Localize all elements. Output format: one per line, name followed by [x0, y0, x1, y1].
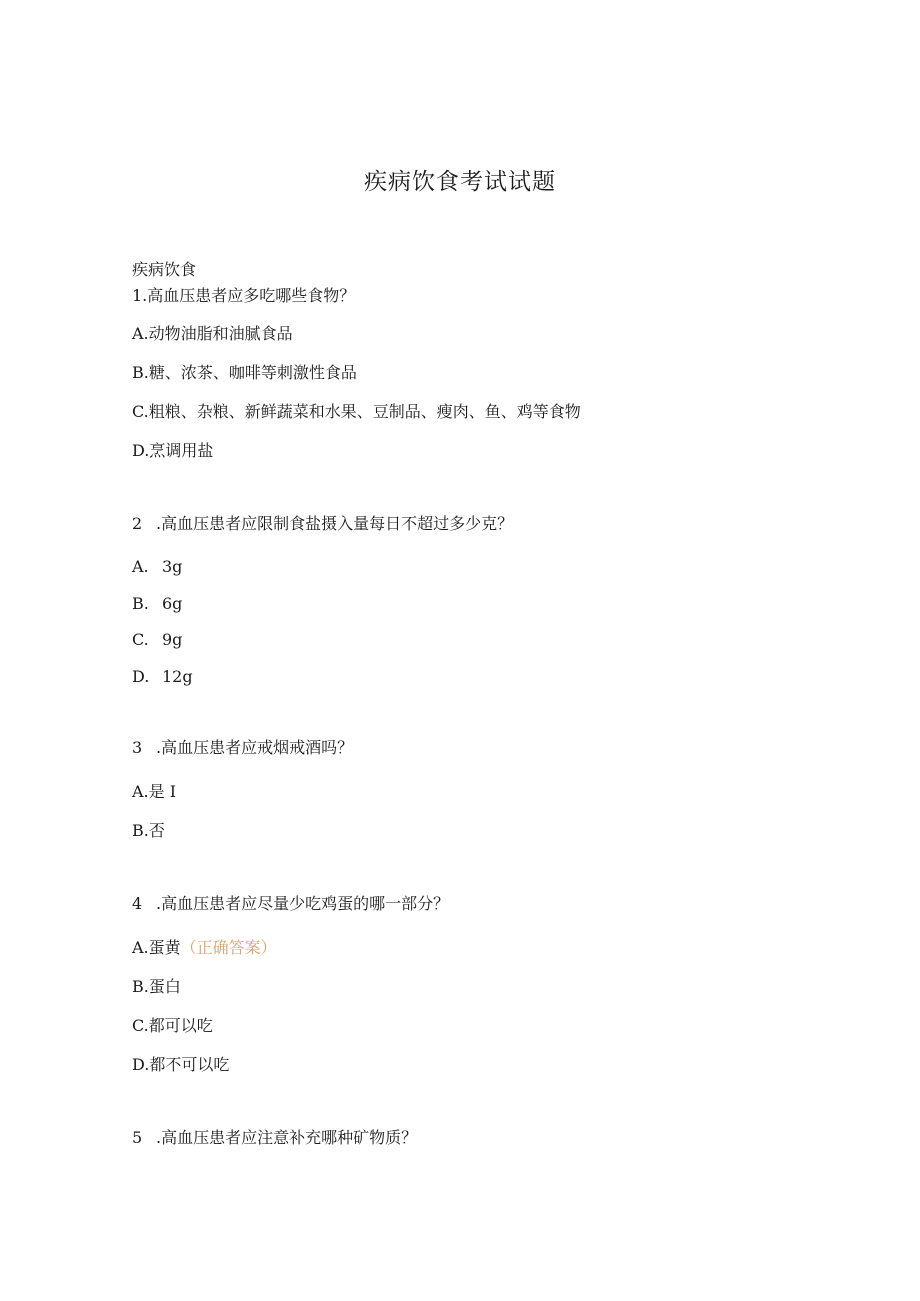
question-number: 3	[132, 738, 143, 757]
question-3	[132, 737, 353, 759]
question-2	[132, 513, 513, 535]
option-letter: C.	[132, 630, 149, 649]
option-letter: B.	[132, 594, 149, 613]
option-text: 9g	[162, 630, 183, 649]
section-heading: 疾病饮食	[132, 260, 197, 279]
question-text: .高血压患者应尽量少吃鸡蛋的哪一部分？	[156, 894, 450, 913]
q2-option-d	[132, 666, 193, 688]
q3-option-a: A.是 I	[132, 782, 177, 801]
option-letter: A.	[132, 557, 149, 576]
q1-option-d: D.烹调用盐	[132, 441, 214, 460]
question-5	[132, 1127, 417, 1149]
q1-option-b: B.糖、浓茶、咖啡等刺激性食品	[132, 363, 357, 382]
page-title: 疾病饮食考试试题	[364, 169, 556, 195]
q2-option-a	[132, 556, 182, 578]
q4-option-b: B.蛋白	[132, 977, 181, 996]
q4-option-a	[132, 937, 277, 959]
question-text: .高血压患者应限制食盐摄入量每日不超过多少克？	[156, 514, 514, 533]
question-number: 5	[132, 1128, 143, 1147]
option-text: 3g	[162, 557, 183, 576]
q4-option-d: D.都不可以吃	[132, 1055, 230, 1074]
q4-option-c: C.都可以吃	[132, 1016, 213, 1035]
option-text: A.蛋黄	[132, 938, 181, 957]
q3-option-b: B.否	[132, 821, 165, 840]
q1-option-a: A.动物油脂和油腻食品	[132, 324, 293, 343]
q1-option-c: C.粗粮、杂粮、新鲜蔬菜和水果、豆制品、瘦肉、鱼、鸡等食物	[132, 402, 581, 421]
question-4	[132, 893, 449, 915]
correct-answer-mark: （正确答案）	[180, 938, 277, 957]
question-text: .高血压患者应戒烟戒酒吗？	[156, 738, 354, 757]
q2-option-c	[132, 629, 182, 651]
q2-option-b	[132, 593, 182, 615]
question-text: .高血压患者应注意补充哪种矿物质？	[156, 1128, 418, 1147]
option-text: 6g	[162, 594, 183, 613]
question-number: 4	[132, 894, 143, 913]
question-1: 1.高血压患者应多吃哪些食物？	[132, 286, 356, 305]
option-text: 12g	[162, 667, 193, 686]
option-letter: D.	[132, 667, 150, 686]
question-number: 2	[132, 514, 143, 533]
